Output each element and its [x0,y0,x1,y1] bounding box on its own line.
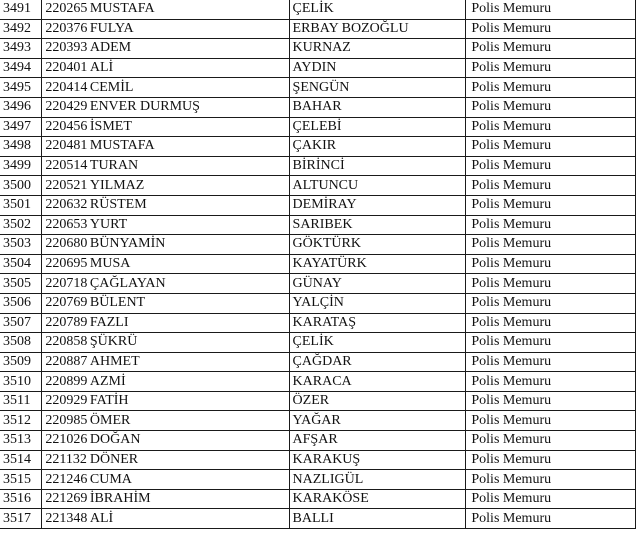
first-name-cell: ŞÜKRÜ [88,333,289,353]
order-number-cell: 3499 [0,156,42,176]
first-name-cell: ADEM [88,39,289,59]
table-row [0,450,636,470]
first-name-cell: TURAN [88,156,289,176]
table-row [0,372,636,392]
rank-cell: Polis Memuru [466,39,636,59]
table-row [0,431,636,451]
table-row [0,509,636,529]
surname-cell: DEMİRAY [289,195,466,215]
rank-cell: Polis Memuru [466,411,636,431]
first-name-cell: AHMET [88,352,289,372]
rank-cell: Polis Memuru [466,117,636,137]
table-row [0,176,636,196]
order-number-cell: 3510 [0,372,42,392]
first-name-cell: İSMET [88,117,289,137]
surname-cell: ERBAY BOZOĞLU [289,19,466,39]
rank-cell: Polis Memuru [466,333,636,353]
registry-number-cell: 220414 [42,78,88,98]
first-name-cell: FATİH [88,391,289,411]
registry-number-cell: 220718 [42,274,88,294]
table-row [0,313,636,333]
rank-cell: Polis Memuru [466,391,636,411]
table-row [0,215,636,235]
table-row [0,19,636,39]
rank-cell: Polis Memuru [466,274,636,294]
registry-number-cell: 220456 [42,117,88,137]
order-number-cell: 3517 [0,509,42,529]
registry-number-cell: 220401 [42,58,88,78]
order-number-cell: 3511 [0,391,42,411]
first-name-cell: FAZLI [88,313,289,333]
registry-number-cell: 220521 [42,176,88,196]
order-number-cell: 3500 [0,176,42,196]
registry-number-cell: 220429 [42,97,88,117]
rank-cell: Polis Memuru [466,137,636,157]
table-row [0,235,636,255]
first-name-cell: ÇAĞLAYAN [88,274,289,294]
first-name-cell: FULYA [88,19,289,39]
order-number-cell: 3505 [0,274,42,294]
order-number-cell: 3516 [0,489,42,509]
surname-cell: KARATAŞ [289,313,466,333]
first-name-cell: MUSTAFA [88,137,289,157]
registry-number-cell: 220653 [42,215,88,235]
order-number-cell: 3504 [0,254,42,274]
surname-cell: KAYATÜRK [289,254,466,274]
first-name-cell: MUSA [88,254,289,274]
table-row [0,97,636,117]
registry-number-cell: 220985 [42,411,88,431]
first-name-cell: CEMİL [88,78,289,98]
order-number-cell: 3496 [0,97,42,117]
registry-number-cell: 221246 [42,470,88,490]
registry-number-cell: 220899 [42,372,88,392]
registry-number-cell: 221026 [42,431,88,451]
registry-number-cell: 220887 [42,352,88,372]
surname-cell: BALLI [289,509,466,529]
table-row [0,58,636,78]
registry-number-cell: 220789 [42,313,88,333]
order-number-cell: 3497 [0,117,42,137]
table-row [0,391,636,411]
surname-cell: AFŞAR [289,431,466,451]
rank-cell: Polis Memuru [466,19,636,39]
rank-cell: Polis Memuru [466,176,636,196]
surname-cell: YAĞAR [289,411,466,431]
first-name-cell: ALİ [88,58,289,78]
surname-cell: ÖZER [289,391,466,411]
registry-number-cell: 221132 [42,450,88,470]
rank-cell: Polis Memuru [466,372,636,392]
order-number-cell: 3502 [0,215,42,235]
table-row [0,137,636,157]
rank-cell: Polis Memuru [466,254,636,274]
registry-number-cell: 220393 [42,39,88,59]
table-row [0,195,636,215]
surname-cell: ALTUNCU [289,176,466,196]
rank-cell: Polis Memuru [466,470,636,490]
first-name-cell: MUSTAFA [88,0,289,19]
registry-number-cell: 220680 [42,235,88,255]
table-row [0,293,636,313]
first-name-cell: BÜNYAMİN [88,235,289,255]
first-name-cell: DOĞAN [88,431,289,451]
surname-cell: ÇELİK [289,0,466,19]
registry-number-cell: 220265 [42,0,88,19]
order-number-cell: 3514 [0,450,42,470]
surname-cell: KURNAZ [289,39,466,59]
rank-cell: Polis Memuru [466,293,636,313]
rank-cell: Polis Memuru [466,58,636,78]
surname-cell: KARAKÖSE [289,489,466,509]
rank-cell: Polis Memuru [466,431,636,451]
rank-cell: Polis Memuru [466,215,636,235]
first-name-cell: ALİ [88,509,289,529]
surname-cell: ÇELEBİ [289,117,466,137]
table-row [0,39,636,59]
rank-cell: Polis Memuru [466,97,636,117]
table-row [0,489,636,509]
order-number-cell: 3501 [0,195,42,215]
table-row [0,470,636,490]
table-row [0,274,636,294]
surname-cell: ŞENGÜN [289,78,466,98]
registry-number-cell: 220481 [42,137,88,157]
surname-cell: ÇAĞDAR [289,352,466,372]
registry-number-cell: 220858 [42,333,88,353]
registry-number-cell: 220632 [42,195,88,215]
order-number-cell: 3513 [0,431,42,451]
order-number-cell: 3495 [0,78,42,98]
order-number-cell: 3503 [0,235,42,255]
surname-cell: YALÇİN [289,293,466,313]
first-name-cell: YURT [88,215,289,235]
rank-cell: Polis Memuru [466,509,636,529]
order-number-cell: 3512 [0,411,42,431]
order-number-cell: 3498 [0,137,42,157]
first-name-cell: İBRAHİM [88,489,289,509]
first-name-cell: YILMAZ [88,176,289,196]
order-number-cell: 3493 [0,39,42,59]
rank-cell: Polis Memuru [466,78,636,98]
order-number-cell: 3506 [0,293,42,313]
registry-number-cell: 220929 [42,391,88,411]
table-row [0,333,636,353]
table-row [0,352,636,372]
first-name-cell: RÜSTEM [88,195,289,215]
rank-cell: Polis Memuru [466,195,636,215]
table-row [0,0,636,19]
order-number-cell: 3492 [0,19,42,39]
first-name-cell: CUMA [88,470,289,490]
surname-cell: GÜNAY [289,274,466,294]
order-number-cell: 3515 [0,470,42,490]
surname-cell: GÖKTÜRK [289,235,466,255]
first-name-cell: DÖNER [88,450,289,470]
registry-number-cell: 220514 [42,156,88,176]
first-name-cell: ÖMER [88,411,289,431]
registry-number-cell: 221348 [42,509,88,529]
rank-cell: Polis Memuru [466,313,636,333]
surname-cell: BİRİNCİ [289,156,466,176]
order-number-cell: 3509 [0,352,42,372]
surname-cell: ÇELİK [289,333,466,353]
surname-cell: KARACA [289,372,466,392]
rank-cell: Polis Memuru [466,235,636,255]
surname-cell: ÇAKIR [289,137,466,157]
registry-number-cell: 221269 [42,489,88,509]
surname-cell: SARIBEK [289,215,466,235]
order-number-cell: 3494 [0,58,42,78]
rank-cell: Polis Memuru [466,489,636,509]
rank-cell: Polis Memuru [466,156,636,176]
surname-cell: AYDIN [289,58,466,78]
table-row [0,411,636,431]
table-row [0,156,636,176]
first-name-cell: BÜLENT [88,293,289,313]
surname-cell: NAZLIGÜL [289,470,466,490]
rank-cell: Polis Memuru [466,352,636,372]
order-number-cell: 3507 [0,313,42,333]
table-row [0,254,636,274]
rank-cell: Polis Memuru [466,450,636,470]
first-name-cell: ENVER DURMUŞ [88,97,289,117]
registry-number-cell: 220695 [42,254,88,274]
table-row [0,78,636,98]
surname-cell: BAHAR [289,97,466,117]
surname-cell: KARAKUŞ [289,450,466,470]
first-name-cell: AZMİ [88,372,289,392]
rank-cell: Polis Memuru [466,0,636,19]
order-number-cell: 3491 [0,0,42,19]
table-row [0,117,636,137]
registry-number-cell: 220769 [42,293,88,313]
order-number-cell: 3508 [0,333,42,353]
registry-number-cell: 220376 [42,19,88,39]
